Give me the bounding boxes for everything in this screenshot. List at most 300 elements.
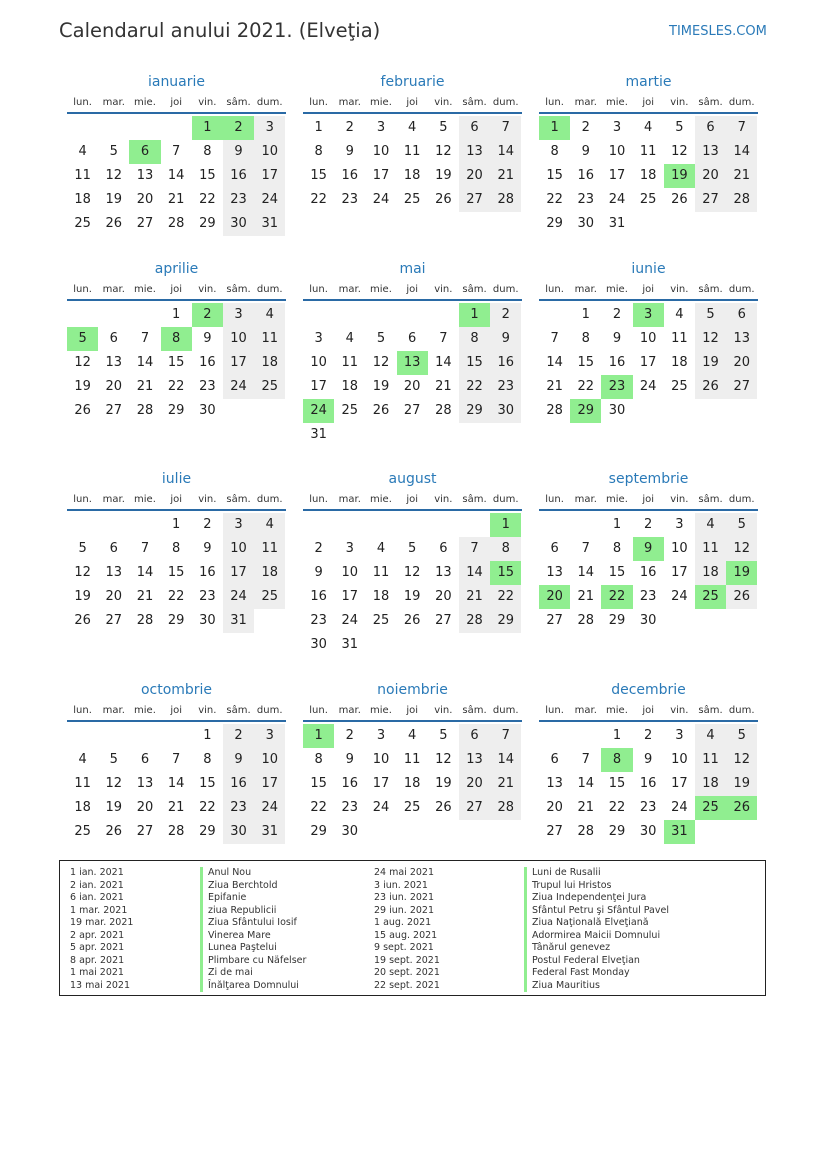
- day-cell: 11: [695, 537, 726, 561]
- day-cell: 14: [136, 355, 154, 370]
- day-cell: 19: [695, 351, 726, 375]
- day-cell: 16: [577, 168, 595, 183]
- day-cell: 31: [223, 609, 254, 633]
- holiday-list: [59, 860, 766, 996]
- weekday-label: mie.: [370, 284, 392, 295]
- week-row: [303, 375, 522, 399]
- day-cell: 24: [254, 796, 285, 820]
- week-row: [303, 820, 522, 844]
- weekday-header: [303, 94, 522, 114]
- day-cell: 13: [459, 748, 490, 772]
- weekday-header: [67, 281, 286, 301]
- week-row: [303, 724, 522, 748]
- day-cell: 15: [167, 565, 185, 580]
- weekday-label: sâm.: [226, 97, 251, 108]
- weekday-label: sâm.: [698, 494, 723, 505]
- day-cell: 25: [403, 800, 421, 815]
- day-cell: 24: [254, 188, 285, 212]
- day-cell: 25: [403, 192, 421, 207]
- week-row: [539, 772, 758, 796]
- holiday-day-cell: 6: [129, 140, 160, 164]
- day-cell: 26: [695, 375, 726, 399]
- day-cell: 21: [577, 589, 595, 604]
- day-cell: 6: [550, 752, 559, 767]
- day-cell: 10: [608, 144, 626, 159]
- weekday-label: sâm.: [698, 97, 723, 108]
- week-row: [539, 537, 758, 561]
- day-cell: 7: [581, 541, 590, 556]
- day-cell: 19: [726, 772, 757, 796]
- day-cell: 21: [136, 379, 154, 394]
- holiday-name: ziua Republicii: [200, 905, 306, 918]
- day-cell: 24: [671, 800, 688, 815]
- month-name: ianuarie: [147, 74, 206, 90]
- day-cell: 20: [105, 379, 123, 394]
- weekday-header: [303, 491, 522, 511]
- day-cell: 21: [577, 800, 595, 815]
- day-cell: 11: [372, 565, 390, 580]
- holiday-date: 15 aug. 2021: [374, 929, 438, 941]
- day-cell: 30: [639, 613, 657, 628]
- day-cell: 10: [372, 144, 390, 159]
- day-cell: 26: [671, 192, 688, 207]
- month-martie: [539, 70, 758, 236]
- week-row: [67, 188, 286, 212]
- day-cell: 12: [372, 355, 390, 370]
- day-cell: 21: [167, 192, 185, 207]
- holiday-day-cell: 25: [695, 796, 726, 820]
- day-cell: 31: [341, 637, 359, 652]
- day-cell: 20: [105, 589, 123, 604]
- weekday-label: mar.: [102, 705, 125, 716]
- day-cell: 16: [639, 565, 657, 580]
- holiday-date: 3 iun. 2021: [374, 879, 428, 891]
- holiday-name: Epifanie: [200, 892, 306, 905]
- weekday-label: dum.: [256, 97, 283, 108]
- day-cell: 1: [172, 307, 181, 322]
- day-cell: 1: [314, 120, 323, 135]
- holiday-date: 19 mar. 2021: [70, 917, 134, 928]
- day-cell: 29: [199, 824, 216, 839]
- day-cell: 21: [459, 585, 490, 609]
- day-cell: 19: [74, 379, 91, 394]
- day-cell: 4: [408, 120, 417, 135]
- holiday-date: 22 sept. 2021: [374, 979, 440, 991]
- day-cell: 12: [695, 327, 726, 351]
- weekday-label: dum.: [256, 494, 283, 505]
- weekday-label: dum.: [728, 97, 755, 108]
- day-cell: 10: [310, 355, 327, 370]
- day-cell: 2: [345, 120, 354, 135]
- weekday-label: mar.: [574, 97, 597, 108]
- holiday-name: Vinerea Mare: [200, 930, 306, 943]
- day-cell: 3: [675, 728, 684, 743]
- day-cell: 17: [639, 355, 657, 370]
- empty-day-cell: [428, 513, 459, 537]
- day-cell: 28: [490, 188, 521, 212]
- weekday-label: vin.: [434, 494, 453, 505]
- day-cell: 21: [167, 800, 185, 815]
- day-cell: 26: [726, 585, 757, 609]
- day-cell: 30: [341, 824, 359, 839]
- holiday-names-column-2: [524, 867, 669, 992]
- day-cell: 22: [167, 379, 185, 394]
- empty-day-cell: [397, 303, 428, 327]
- day-cell: 17: [608, 168, 626, 183]
- day-cell: 22: [490, 585, 521, 609]
- holiday-day-cell: 3: [633, 303, 664, 327]
- day-cell: 26: [435, 192, 452, 207]
- day-cell: 7: [172, 144, 181, 159]
- week-row: [303, 513, 522, 537]
- day-cell: 23: [577, 192, 595, 207]
- week-row: [539, 303, 758, 327]
- week-row: [539, 585, 758, 609]
- week-row: [303, 561, 522, 585]
- weekday-label: lun.: [309, 284, 328, 295]
- day-cell: 11: [74, 776, 91, 791]
- holiday-day-cell: 1: [490, 513, 521, 537]
- month-name: mai: [399, 261, 426, 277]
- month-name: martie: [625, 74, 672, 90]
- day-cell: 11: [639, 144, 657, 159]
- empty-day-cell: [67, 116, 98, 140]
- day-cell: 16: [199, 565, 216, 580]
- week-row: [539, 399, 758, 423]
- day-cell: 14: [167, 168, 185, 183]
- day-cell: 3: [254, 116, 285, 140]
- day-cell: 3: [612, 120, 622, 135]
- day-cell: 1: [612, 517, 622, 532]
- day-cell: 24: [372, 800, 390, 815]
- day-cell: 20: [726, 351, 757, 375]
- day-cell: 17: [254, 164, 285, 188]
- week-row: [539, 820, 758, 844]
- week-row: [539, 140, 758, 164]
- month-name: noiembrie: [377, 682, 448, 698]
- holiday-name: Ziua Naţională Elveţiană: [524, 917, 669, 930]
- holiday-day-cell: 1: [303, 724, 334, 748]
- day-cell: 17: [254, 772, 285, 796]
- week-row: [67, 748, 286, 772]
- day-cell: 30: [639, 824, 657, 839]
- day-cell: 24: [372, 192, 390, 207]
- weekday-label: lun.: [73, 97, 92, 108]
- holiday-day-cell: 1: [459, 303, 490, 327]
- month-name: septembrie: [608, 471, 689, 487]
- empty-day-cell: [570, 513, 601, 537]
- day-cell: 14: [167, 776, 185, 791]
- week-row: [539, 164, 758, 188]
- day-cell: 12: [726, 537, 757, 561]
- day-cell: 28: [490, 796, 521, 820]
- day-cell: 9: [203, 331, 212, 346]
- week-row: [67, 351, 286, 375]
- day-cell: 3: [314, 331, 323, 346]
- holiday-name: Luni de Rusalii: [524, 867, 669, 880]
- day-cell: 11: [74, 168, 91, 183]
- day-cell: 11: [254, 327, 285, 351]
- day-cell: 15: [310, 776, 327, 791]
- week-row: [539, 212, 758, 236]
- day-cell: 12: [671, 144, 688, 159]
- weekday-label: vin.: [670, 705, 689, 716]
- day-cell: 30: [490, 399, 521, 423]
- day-cell: 10: [671, 541, 688, 556]
- weekday-header: [539, 491, 758, 511]
- week-row: [303, 116, 522, 140]
- day-cell: 28: [136, 403, 154, 418]
- day-cell: 4: [695, 513, 726, 537]
- day-cell: 10: [254, 748, 285, 772]
- day-cell: 17: [223, 351, 254, 375]
- day-cell: 5: [439, 120, 448, 135]
- day-cell: 22: [459, 375, 490, 399]
- weekday-label: lun.: [545, 494, 564, 505]
- empty-day-cell: [539, 724, 570, 748]
- week-row: [539, 561, 758, 585]
- day-cell: 27: [459, 796, 490, 820]
- day-cell: 22: [199, 800, 216, 815]
- day-cell: 12: [435, 144, 452, 159]
- day-cell: 14: [546, 355, 563, 370]
- weekday-label: vin.: [434, 705, 453, 716]
- day-cell: 15: [310, 168, 327, 183]
- day-cell: 31: [310, 427, 327, 442]
- weekday-label: mar.: [102, 494, 125, 505]
- day-cell: 5: [726, 513, 757, 537]
- day-cell: 17: [310, 379, 327, 394]
- day-cell: 30: [199, 613, 216, 628]
- day-cell: 11: [695, 748, 726, 772]
- day-cell: 27: [136, 216, 154, 231]
- day-cell: 28: [459, 609, 490, 633]
- week-row: [67, 164, 286, 188]
- empty-day-cell: [539, 303, 570, 327]
- week-row: [67, 537, 286, 561]
- month-name: august: [388, 471, 437, 487]
- holiday-date: 2 apr. 2021: [70, 929, 125, 941]
- day-cell: 8: [314, 144, 323, 159]
- day-cell: 30: [608, 403, 626, 418]
- day-cell: 17: [372, 168, 390, 183]
- day-cell: 29: [459, 399, 490, 423]
- day-cell: 9: [314, 565, 323, 580]
- weekday-label: dum.: [256, 705, 283, 716]
- day-cell: 13: [546, 776, 563, 791]
- day-cell: 7: [490, 116, 521, 140]
- weekday-label: sâm.: [226, 494, 251, 505]
- day-cell: 2: [490, 303, 521, 327]
- weekday-label: mar.: [102, 97, 125, 108]
- month-iulie: [67, 467, 286, 633]
- day-cell: 9: [490, 327, 521, 351]
- week-row: [539, 609, 758, 633]
- day-cell: 27: [726, 375, 757, 399]
- holiday-name: Federal Fast Monday: [524, 967, 669, 980]
- day-cell: 23: [490, 375, 521, 399]
- day-cell: 31: [608, 216, 626, 231]
- day-cell: 11: [254, 537, 285, 561]
- day-cell: 20: [403, 379, 421, 394]
- day-cell: 5: [695, 303, 726, 327]
- day-cell: 29: [199, 216, 216, 231]
- day-cell: 12: [726, 748, 757, 772]
- weekday-label: mar.: [338, 97, 361, 108]
- day-cell: 5: [675, 120, 684, 135]
- weekday-label: joi: [642, 705, 654, 716]
- weekday-label: joi: [406, 284, 418, 295]
- day-cell: 29: [310, 824, 327, 839]
- weekday-header: [67, 702, 286, 722]
- day-cell: 24: [223, 375, 254, 399]
- day-cell: 2: [203, 517, 212, 532]
- holiday-date: 1 ian. 2021: [70, 867, 124, 878]
- empty-day-cell: [459, 513, 490, 537]
- holiday-day-cell: 31: [664, 820, 695, 844]
- week-row: [539, 724, 758, 748]
- day-cell: 8: [612, 541, 622, 556]
- empty-day-cell: [67, 303, 98, 327]
- day-cell: 15: [608, 776, 626, 791]
- day-cell: 27: [435, 613, 452, 628]
- day-cell: 26: [403, 613, 421, 628]
- month-name: iunie: [631, 261, 666, 277]
- month-name: februarie: [380, 74, 445, 90]
- day-cell: 28: [167, 216, 185, 231]
- empty-day-cell: [129, 513, 160, 537]
- day-cell: 10: [372, 752, 390, 767]
- day-cell: 7: [490, 724, 521, 748]
- week-row: [303, 423, 522, 447]
- holiday-date: 23 iun. 2021: [374, 892, 435, 903]
- empty-day-cell: [67, 724, 98, 748]
- day-cell: 13: [435, 565, 452, 580]
- day-cell: 15: [459, 351, 490, 375]
- day-cell: 28: [577, 824, 595, 839]
- day-cell: 25: [341, 403, 359, 418]
- holiday-date: 24 mai 2021: [374, 867, 435, 878]
- weekday-label: dum.: [256, 284, 283, 295]
- day-cell: 9: [345, 752, 354, 767]
- week-row: [67, 399, 286, 423]
- day-cell: 4: [675, 307, 684, 322]
- day-cell: 15: [608, 565, 626, 580]
- empty-day-cell: [98, 724, 129, 748]
- day-cell: 9: [223, 140, 254, 164]
- weekday-label: joi: [170, 284, 182, 295]
- week-row: [539, 351, 758, 375]
- holiday-name: Sfântul Petru şi Sfântul Pavel: [524, 905, 669, 918]
- day-cell: 14: [459, 561, 490, 585]
- weekday-label: dum.: [492, 97, 519, 108]
- weekday-label: mie.: [606, 494, 628, 505]
- day-cell: 12: [403, 565, 421, 580]
- week-row: [67, 303, 286, 327]
- day-cell: 6: [550, 541, 559, 556]
- empty-day-cell: [161, 724, 192, 748]
- weekday-label: mar.: [574, 284, 597, 295]
- day-cell: 14: [726, 140, 757, 164]
- holiday-date: 1 mar. 2021: [70, 904, 128, 916]
- empty-day-cell: [129, 116, 160, 140]
- weekday-label: joi: [170, 97, 182, 108]
- month-august: [303, 467, 522, 657]
- empty-day-cell: [67, 513, 98, 537]
- holiday-name: Plimbare cu Näfelser: [200, 955, 306, 968]
- day-cell: 31: [254, 820, 285, 844]
- weekday-header: [539, 281, 758, 301]
- holiday-date: 19 sept. 2021: [374, 954, 440, 966]
- day-cell: 22: [546, 192, 563, 207]
- day-cell: 16: [341, 168, 359, 183]
- holiday-day-cell: 2: [192, 303, 223, 327]
- weekday-label: dum.: [728, 705, 755, 716]
- day-cell: 22: [310, 800, 327, 815]
- day-cell: 18: [254, 351, 285, 375]
- week-row: [539, 796, 758, 820]
- day-cell: 10: [671, 752, 688, 767]
- day-cell: 27: [546, 613, 563, 628]
- day-cell: 5: [109, 752, 118, 767]
- day-cell: 13: [459, 140, 490, 164]
- holiday-day-cell: 8: [161, 327, 192, 351]
- weekday-label: vin.: [198, 705, 217, 716]
- week-row: [303, 303, 522, 327]
- day-cell: 2: [644, 517, 653, 532]
- day-cell: 6: [459, 724, 490, 748]
- holiday-dates-column-2: [374, 867, 440, 992]
- weekday-label: lun.: [73, 494, 92, 505]
- weekday-header: [67, 94, 286, 114]
- week-row: [303, 796, 522, 820]
- empty-day-cell: [365, 513, 396, 537]
- day-cell: 29: [546, 216, 563, 231]
- site-link[interactable]: TIMESLES.COM: [669, 24, 767, 39]
- day-cell: 18: [254, 561, 285, 585]
- day-cell: 28: [546, 403, 563, 418]
- day-cell: 24: [671, 589, 688, 604]
- day-cell: 6: [408, 331, 417, 346]
- day-cell: 17: [671, 776, 688, 791]
- day-cell: 17: [671, 565, 688, 580]
- day-cell: 3: [223, 513, 254, 537]
- holiday-name: Înălţarea Domnului: [200, 980, 306, 993]
- day-cell: 11: [403, 144, 421, 159]
- day-cell: 20: [459, 772, 490, 796]
- weekday-label: mar.: [338, 494, 361, 505]
- day-cell: 14: [490, 140, 521, 164]
- day-cell: 21: [490, 164, 521, 188]
- weekday-label: dum.: [728, 284, 755, 295]
- day-cell: 16: [199, 355, 216, 370]
- day-cell: 21: [136, 589, 154, 604]
- week-row: [67, 561, 286, 585]
- weekday-label: lun.: [309, 97, 328, 108]
- holiday-day-cell: 26: [726, 796, 757, 820]
- holiday-day-cell: 22: [601, 585, 632, 609]
- weekday-header: [539, 702, 758, 722]
- weekday-label: sâm.: [698, 705, 723, 716]
- empty-day-cell: [365, 303, 396, 327]
- day-cell: 1: [203, 728, 212, 743]
- day-cell: 10: [639, 331, 657, 346]
- weekday-label: joi: [406, 494, 418, 505]
- weekday-label: mar.: [574, 705, 597, 716]
- day-cell: 13: [136, 168, 154, 183]
- day-cell: 11: [403, 752, 421, 767]
- weekday-label: joi: [642, 494, 654, 505]
